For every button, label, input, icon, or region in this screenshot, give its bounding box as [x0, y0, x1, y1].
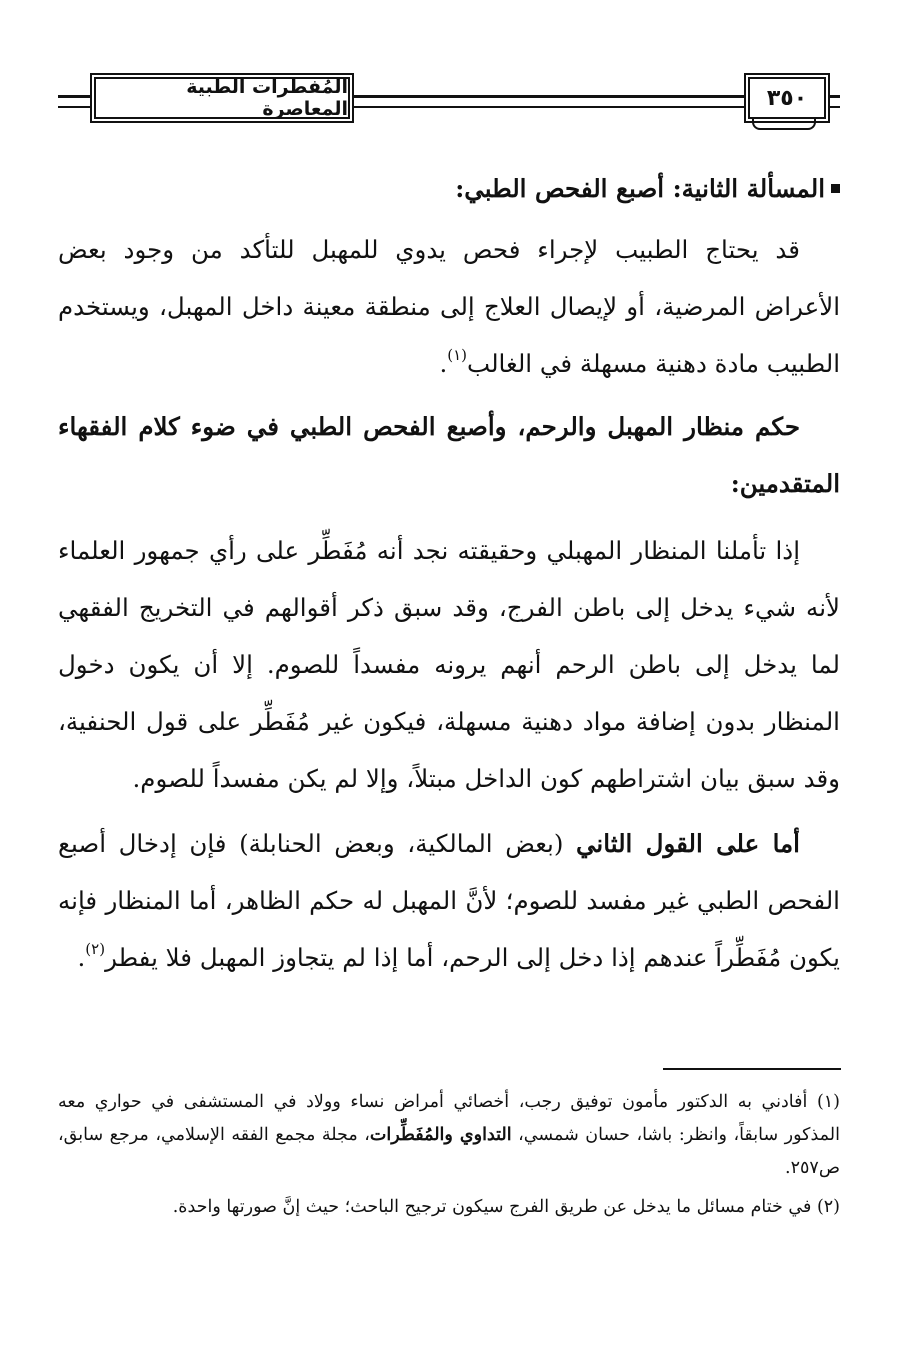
footnote-2-marker: (٢) — [816, 1197, 840, 1217]
paragraph-3-text: (بعض المالكية، وبعض الحنابلة) فإن إدخال أصبع الفحص الطبي غير مفسد للصوم؛ لأنَّ المهبل له حكم الظاهر، أما المنظار فإنه يكون مُفَطِّراً عندهم إذا دخل إلى الرحم، أما إذا لم يتجاوز المهبل فلا يفطر — [58, 829, 840, 972]
footnote-1-text-end: ، مجلة مجمع الفقه الإسلامي، مرجع سابق، ص٢٥٧. — [58, 1125, 840, 1178]
page-number: ٣٥٠ — [748, 77, 826, 119]
section-heading — [58, 160, 840, 217]
footnote-1 — [58, 1086, 840, 1185]
footnote-1-marker: (١) — [816, 1092, 840, 1112]
paragraph-2: إذا تأملنا المنظار المهبلي وحقيقته نجد أنه مُفَطِّر على رأي جمهور العلماء لأنه شيء يدخل إلى باطن الفرج، وقد سبق ذكر أقوالهم في التخريج الفقهي لما يدخل إلى باطن الرحم أنهم يرونه مفسداً للصوم. إلا أن يكون دخول المنظار بدون إضافة مواد دهنية مسهلة، فيكون غير مُفَطِّر على قول الحنفية، وقد سبق بيان اشتراطهم كون الداخل مبتلاً، وإلا لم يكن مفسداً للصوم. — [58, 536, 840, 793]
footnote-separator — [663, 1068, 841, 1070]
footnote-1-bold-title: التداوي والمُفَطِّرات — [369, 1125, 512, 1145]
footnote-ref-1[interactable]: (١) — [447, 346, 468, 364]
footnote-2-text: في ختام مسائل ما يدخل عن طريق الفرج سيكون ترجيح الباحث؛ حيث إنَّ صورتها واحدة. — [172, 1197, 817, 1217]
paragraph-1-text: قد يحتاج الطبيب لإجراء فحص يدوي للمهبل للتأكد من وجود بعض الأعراض المرضية، أو لإيصال العلاج إلى منطقة معينة داخل المهبل، ويستخدم الطبيب مادة دهنية مسهلة في الغالب — [58, 235, 840, 378]
paragraph-3-end: . — [77, 943, 86, 972]
paragraph-3 — [58, 815, 840, 986]
running-header — [58, 74, 840, 130]
footnote-2 — [58, 1191, 840, 1224]
paragraph-3-lead: أما على القول الثاني — [575, 829, 800, 858]
subheading: حكم منظار المهبل والرحم، وأصبع الفحص الطبي في ضوء كلام الفقهاء المتقدمين: — [58, 412, 840, 498]
paragraph-1 — [58, 221, 840, 392]
footnotes — [58, 1086, 840, 1224]
paragraph-1-end: . — [439, 349, 448, 378]
square-bullet-icon — [831, 184, 840, 193]
footnote-1-text: أفادني به الدكتور مأمون توفيق رجب، أخصائي أمراض نساء وولاد في المستشفى في حواري معه المذكور سابقاً، وانظر: باشا، حسان شمسي، — [58, 1092, 840, 1145]
section-heading-text: المسألة الثانية: أصبع الفحص الطبي: — [455, 174, 825, 203]
page-number-scroll-ornament — [752, 118, 816, 130]
book-title: المُفطرات الطبية المعاصرة — [94, 77, 350, 119]
main-text — [58, 160, 840, 986]
footnote-ref-2[interactable]: (٢) — [85, 940, 106, 958]
